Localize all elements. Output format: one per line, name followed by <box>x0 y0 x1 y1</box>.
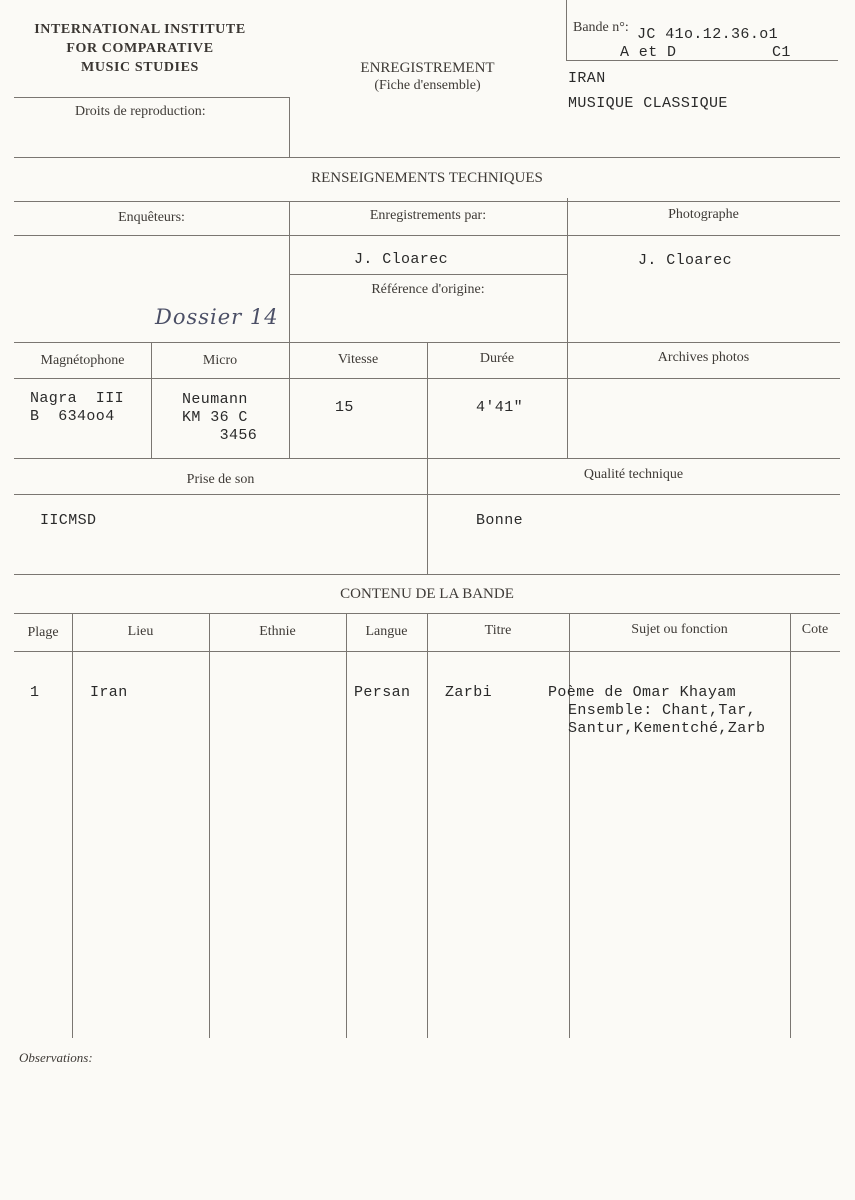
magnetophone-label: Magnétophone <box>40 353 125 368</box>
column-line <box>289 201 290 342</box>
cell-lieu: Iran <box>90 684 128 701</box>
archives-photos-label: Archives photos <box>657 350 750 365</box>
micro-value: Neumann KM 36 C 3456 <box>182 391 258 444</box>
sujet-line: Santur,Kementché,Zarb <box>568 720 766 737</box>
technical-heading: RENSEIGNEMENTS TECHNIQUES <box>311 170 543 186</box>
divider-line <box>14 494 840 495</box>
institute-line-2: FOR COMPARATIVE <box>66 41 214 56</box>
photographe-label: Photographe <box>668 207 739 222</box>
region-country: IRAN <box>568 70 606 87</box>
enregistrements-value: J. Cloarec <box>354 251 449 268</box>
bande-box-bottom <box>566 60 838 61</box>
region-genre: MUSIQUE CLASSIQUE <box>568 95 728 112</box>
cell-langue: Persan <box>354 684 411 701</box>
divider-line <box>14 378 840 379</box>
droits-box-top <box>14 97 289 98</box>
vitesse-value: 15 <box>335 399 354 416</box>
column-header-sujet: Sujet ou fonction <box>631 622 728 637</box>
column-header-plage: Plage <box>27 625 59 640</box>
enregistrements-label: Enregistrements par: <box>369 208 487 223</box>
qualite-technique-value: Bonne <box>476 512 524 529</box>
column-line <box>289 342 290 458</box>
divider-line <box>14 651 840 652</box>
reference-label: Référence d'origine: <box>371 282 485 297</box>
bande-sides: A et D <box>620 44 677 61</box>
column-line <box>151 342 152 458</box>
column-line <box>427 342 428 458</box>
droits-box-right <box>289 97 290 157</box>
bande-number: JC 41o.12.36.o1 <box>637 26 779 43</box>
column-line <box>427 613 428 1038</box>
column-header-lieu: Lieu <box>127 624 154 639</box>
bande-label: Bande n°: <box>573 20 629 35</box>
cell-plage: 1 <box>30 684 40 701</box>
institute-line-1: INTERNATIONAL INSTITUTE <box>34 22 246 37</box>
column-header-langue: Langue <box>365 624 408 639</box>
micro-label: Micro <box>202 353 238 368</box>
divider-line <box>289 274 567 275</box>
column-line <box>209 613 210 1038</box>
enqueteurs-label: Enquêteurs: <box>118 210 185 225</box>
cell-titre: Zarbi <box>445 684 493 701</box>
prise-de-son-value: IICMSD <box>40 512 97 529</box>
column-header-cote: Cote <box>801 622 829 637</box>
vitesse-label: Vitesse <box>337 352 379 367</box>
column-header-ethnie: Ethnie <box>259 624 296 639</box>
contenu-heading: CONTENU DE LA BANDE <box>340 586 514 602</box>
photographe-value: J. Cloarec <box>638 252 733 269</box>
duree-label: Durée <box>479 351 515 366</box>
cell-sujet-text <box>548 684 765 738</box>
sujet-line: Ensemble: Chant,Tar, <box>568 702 757 719</box>
prise-de-son-label: Prise de son <box>186 472 255 487</box>
dossier-handwritten-note: Dossier 14 <box>155 305 279 329</box>
droits-label: Droits de reproduction: <box>75 104 206 119</box>
column-line <box>567 342 568 458</box>
divider-line <box>14 157 840 158</box>
column-line <box>790 613 791 1038</box>
sujet-line: Poème de Omar Khayam <box>548 684 737 701</box>
form-subtitle: (Fiche d'ensemble) <box>374 78 481 93</box>
institute-name <box>14 20 266 77</box>
form-title: ENREGISTREMENT <box>360 60 495 76</box>
institute-line-3: MUSIC STUDIES <box>81 60 199 75</box>
divider-line <box>14 235 840 236</box>
bande-code: C1 <box>772 44 791 61</box>
column-line <box>427 458 428 574</box>
duree-value: 4'41" <box>476 399 524 416</box>
magnetophone-value: Nagra III B 634oo4 <box>30 390 125 425</box>
divider-line <box>14 201 840 202</box>
column-header-titre: Titre <box>484 623 512 638</box>
qualite-technique-label: Qualité technique <box>583 467 684 482</box>
observations-label: Observations: <box>19 1050 93 1065</box>
cell-sujet <box>548 684 765 738</box>
column-line <box>346 613 347 1038</box>
divider-line <box>14 574 840 575</box>
bande-box-left <box>566 0 567 60</box>
column-line <box>569 613 570 1038</box>
column-line <box>567 198 568 342</box>
column-line <box>72 613 73 1038</box>
